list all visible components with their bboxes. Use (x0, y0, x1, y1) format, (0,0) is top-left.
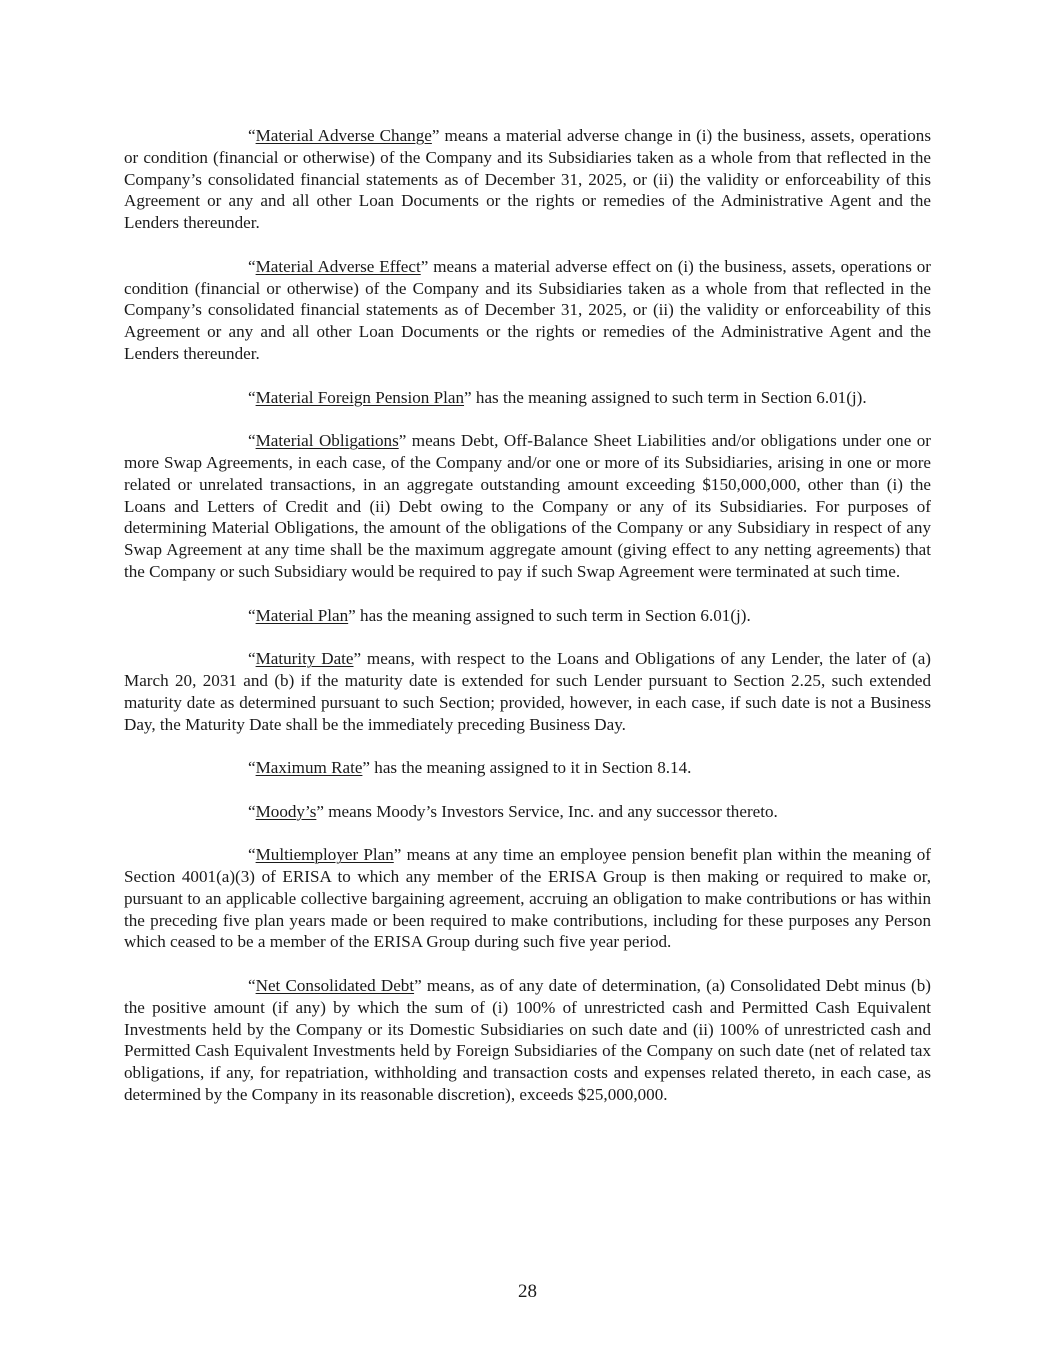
definition-text: means, with respect to the Loans and Obligations of any Lender, the later of (a) March 20, 2031 and (b) if the maturity date is extended for such Lender pursuant to Section 2.25, such extended maturity date as determined pursuant to such Section; provided, however, in each case, if such date is not a Business Day, the Maturity Date shall be the immediately preceding Business Day. (124, 649, 931, 734)
defined-term: Material Plan (255, 605, 349, 625)
open-quote: “ (248, 387, 256, 407)
defined-term: Maximum Rate (255, 758, 363, 778)
definition-material-plan (124, 605, 931, 627)
definition-maturity-date (124, 648, 931, 735)
definition-multiemployer-plan (124, 844, 931, 953)
open-quote: “ (248, 649, 256, 669)
definition-material-adverse-effect (124, 256, 931, 365)
open-quote: “ (248, 431, 256, 451)
defined-term: Material Adverse Change (255, 126, 432, 145)
definition-text: means Moody’s Investors Service, Inc. and any successor thereto. (323, 801, 778, 821)
close-quote: ” (398, 431, 407, 451)
defined-term: Multiemployer Plan (255, 845, 394, 865)
defined-term: Moody’s (255, 801, 317, 821)
open-quote: “ (248, 976, 256, 996)
close-quote: ” (431, 126, 440, 145)
definition-text: has the meaning assigned to such term in Section 6.01(j). (355, 605, 751, 625)
open-quote: “ (248, 256, 256, 276)
definition-maximum-rate (124, 757, 931, 779)
definition-material-foreign-pension-plan (124, 387, 931, 409)
close-quote: ” (316, 801, 324, 821)
definition-text: means a material adverse change in (i) the business, assets, operations or condition (financial or otherwise) of the Company and its Subsidiaries taken as a whole from that reflected in the Company’s consolidated financial statements as of December 31, 2025, or (ii) the validity or enforceability of this Agreement or any and all other Loan Documents or the rights or remedies of the Administrative Agent and the Lenders thereunder. (124, 126, 931, 233)
defined-term: Net Consolidated Debt (255, 976, 415, 996)
definition-moodys (124, 801, 931, 823)
close-quote: ” (393, 845, 402, 865)
close-quote: ” (464, 387, 472, 407)
definition-text: has the meaning assigned to such term in Section 6.01(j). (471, 387, 867, 407)
defined-term: Maturity Date (255, 649, 354, 669)
definition-text: means a material adverse effect on (i) the business, assets, operations or condition (financial or otherwise) of the Company and its Subsidiaries taken as a whole from that reflected in the Company’s consolidated financial statements as of December 31, 2025, or (ii) the validity or enforceability of this Agreement or any and all other Loan Documents or the rights or remedies of the Administrative Agent and the Lenders thereunder. (124, 256, 931, 363)
document-page (124, 125, 931, 1128)
definition-text: has the meaning assigned to it in Section 8.14. (370, 758, 692, 778)
close-quote: ” (362, 758, 371, 778)
defined-term: Material Adverse Effect (255, 256, 421, 276)
open-quote: “ (248, 845, 256, 865)
open-quote: “ (248, 605, 256, 625)
page-number: 28 (518, 1281, 537, 1302)
close-quote: ” (414, 976, 422, 996)
definition-text: means Debt, Off-Balance Sheet Liabilities and/or obligations under one or more Swap Agreements, in each case, of the Company and/or one or more of its Subsidiaries, arising in one or more related or unrelated transactions, in an aggregate outstanding amount exceeding $150,000,000, other than (i) the Loans and Letters of Credit and (ii) Debt owing to the Company or any of its Subsidiaries. For purposes of determining Material Obligations, the amount of the obligations of the Company or any Subsidiary in respect of any Swap Agreement at any time shall be the maximum aggregate amount (giving effect to any netting agreements) that the Company or such Subsidiary would be required to pay if such Swap Agreement were terminated at such time. (124, 431, 931, 581)
defined-term: Material Obligations (255, 431, 399, 451)
defined-term: Material Foreign Pension Plan (255, 387, 465, 407)
definition-net-consolidated-debt (124, 975, 931, 1106)
definition-text: means at any time an employee pension benefit plan within the meaning of Section 4001(a)(3) of ERISA to which any member of the ERISA Group is then making or required to make or, pursuant to an applicable collective bargaining agreement, accruing an obligation to make contributions or has within the preceding five plan years made or been required to make contributions, including for these purposes any Person which ceased to be a member of the ERISA Group during such five year period. (124, 845, 931, 952)
open-quote: “ (248, 801, 256, 821)
definition-text: means, as of any date of determination, (a) Consolidated Debt minus (b) the positive amount (if any) by which the sum of (i) 100% of unrestricted cash and Permitted Cash Equivalent Investments held by the Company or its Domestic Subsidiaries on such date and (ii) 100% of unrestricted cash and Permitted Cash Equivalent Investments held by Foreign Subsidiaries of the Company on such date (net of related tax obligations, if any, for repatriation, withholding and transaction costs and expenses related thereto, in each case, as determined by the Company in its reasonable discretion), exceeds $25,000,000. (124, 976, 931, 1105)
definition-material-obligations (124, 430, 931, 583)
close-quote: ” (348, 605, 356, 625)
close-quote: ” (420, 256, 429, 276)
open-quote: “ (248, 758, 256, 778)
open-quote: “ (248, 126, 256, 145)
close-quote: ” (353, 649, 362, 669)
definition-material-adverse-change (124, 125, 931, 234)
